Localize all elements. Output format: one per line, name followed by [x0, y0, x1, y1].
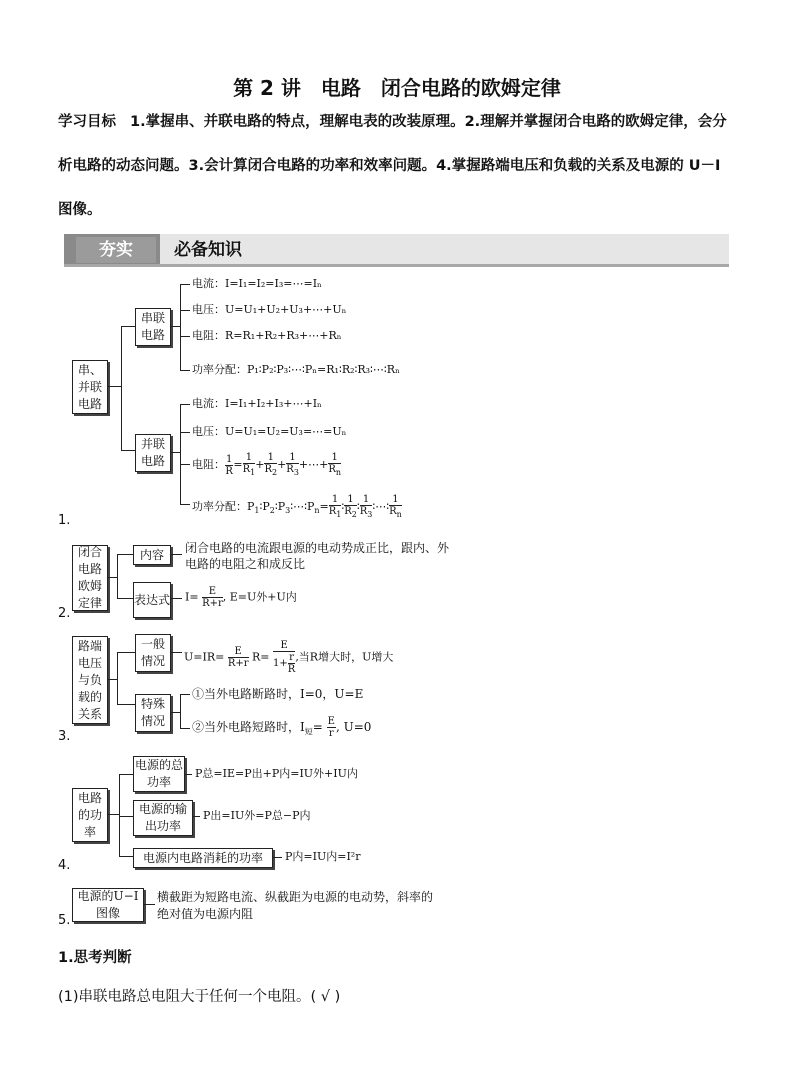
learning-goals [58, 100, 738, 232]
d2-root-box: 闭合电路欧姆定律 [72, 545, 108, 611]
page-title: 第 2 讲 电路 闭合电路的欧姆定律 [233, 76, 561, 100]
goals-text: 1.掌握串、并联电路的特点，理解电表的改装原理。2.理解并掌握闭合电路的欧姆定律，会分析电路的动态问题。3.会计算闭合电路的功率和效率问题。4.掌握路端电压和负载的关系及电源的 U－I 图像。 [58, 114, 727, 218]
parallel-power: 功率分配：$P_1∶P_2∶P_3∶\cdots∶P_n=$ $\frac{1}{R_1}$ ∶ $\frac{1}{R_2}$ ∶ $\frac{1}{R_3}$ ∶⋯∶ $\frac{1}{R_n}$ [192, 494, 402, 519]
loss-power-formula: P内=IU内=I²r [285, 850, 361, 863]
loss-power-box: 电源内电路消耗的功率 [133, 848, 273, 868]
parallel-voltage: 电压：U=U₁=U₂=U₃=⋯=Uₙ [192, 425, 347, 438]
d1-root-box: 串、并联电路 [72, 360, 108, 414]
content-box: 内容 [133, 545, 171, 565]
content-line1: 闭合电路的电流跟电源的电动势成正比，跟内、外 [185, 541, 450, 555]
output-power-box: 电源的输出功率 [133, 800, 193, 836]
ui-graph-line1: 横截距为短路电流、纵截距为电源的电动势，斜率的 [157, 890, 434, 904]
parallel-resistance: 电阻： $\frac{1}{R}$ = $\frac{1}{R_1}$ + $\frac{1}{R_2}$ + $\frac{1}{R_3}$ +⋯+ $\frac{1}{R_n}$ [192, 452, 342, 477]
parallel-current: 电流：I=I₁+I₂+I₃+⋯+Iₙ [192, 397, 322, 410]
output-power-formula: P出=IU外=P总−P内 [203, 809, 311, 822]
series-box: 串联电路 [135, 308, 171, 346]
series-current: 电流：I=I₁=I₂=I₃=⋯=Iₙ [192, 277, 322, 290]
goals-label: 学习目标 [58, 114, 116, 130]
d5-number: 5. [58, 913, 71, 928]
banner-tag [64, 234, 160, 264]
d3-number: 3. [58, 729, 71, 744]
d5-root-box: 电源的U−I图像 [72, 888, 144, 922]
special-short: ②当外电路短路时，$I_短=$ $\frac{E}{r}$ , U=0 [192, 716, 372, 739]
d3-root-box: 路端电压与负载的关系 [72, 636, 108, 724]
parallel-box: 并联电路 [135, 434, 171, 472]
banner-tag-text: 夯实 [76, 237, 156, 263]
series-power: 功率分配：P₁∶P₂∶P₃∶⋯∶Pₙ=R₁∶R₂∶R₃∶⋯∶Rₙ [192, 363, 400, 376]
total-power-formula: P总=IE=P出+P内=IU外+IU内 [195, 767, 358, 780]
general-case-box: 一般情况 [135, 634, 171, 672]
general-formula: U=IR= $\frac{E}{R+r}$ R= E 1+ $\frac{r}{R}$ ,当R增大时，U增大 [184, 640, 394, 675]
ui-graph-line2: 绝对值为电源内阻 [157, 907, 254, 921]
expression-box: 表达式 [133, 582, 171, 618]
expression-formula: I= $\frac{E}{R+r}$ , E=U外+U内 [185, 586, 297, 609]
banner-title: 必备知识 [174, 240, 242, 260]
section-banner [64, 234, 729, 267]
series-voltage: 电压：U=U₁+U₂+U₃+⋯+Uₙ [192, 303, 347, 316]
special-open: ①当外电路断路时，I=0，U=E [192, 687, 364, 701]
d1-number: 1. [58, 513, 71, 528]
d4-number: 4. [58, 858, 71, 873]
special-case-box: 特殊情况 [135, 694, 171, 732]
section-heading: 1.思考判断 [58, 950, 132, 966]
question-1: (1)串联电路总电阻大于任何一个电阻。( √ ) [58, 989, 341, 1005]
total-power-box: 电源的总功率 [133, 756, 185, 792]
content-line2: 电路的电阻之和成反比 [185, 557, 306, 571]
d4-root-box: 电路的功率 [72, 788, 108, 842]
d2-number: 2. [58, 606, 71, 621]
series-resistance: 电阻：R=R₁+R₂+R₃+⋯+Rₙ [192, 329, 342, 342]
